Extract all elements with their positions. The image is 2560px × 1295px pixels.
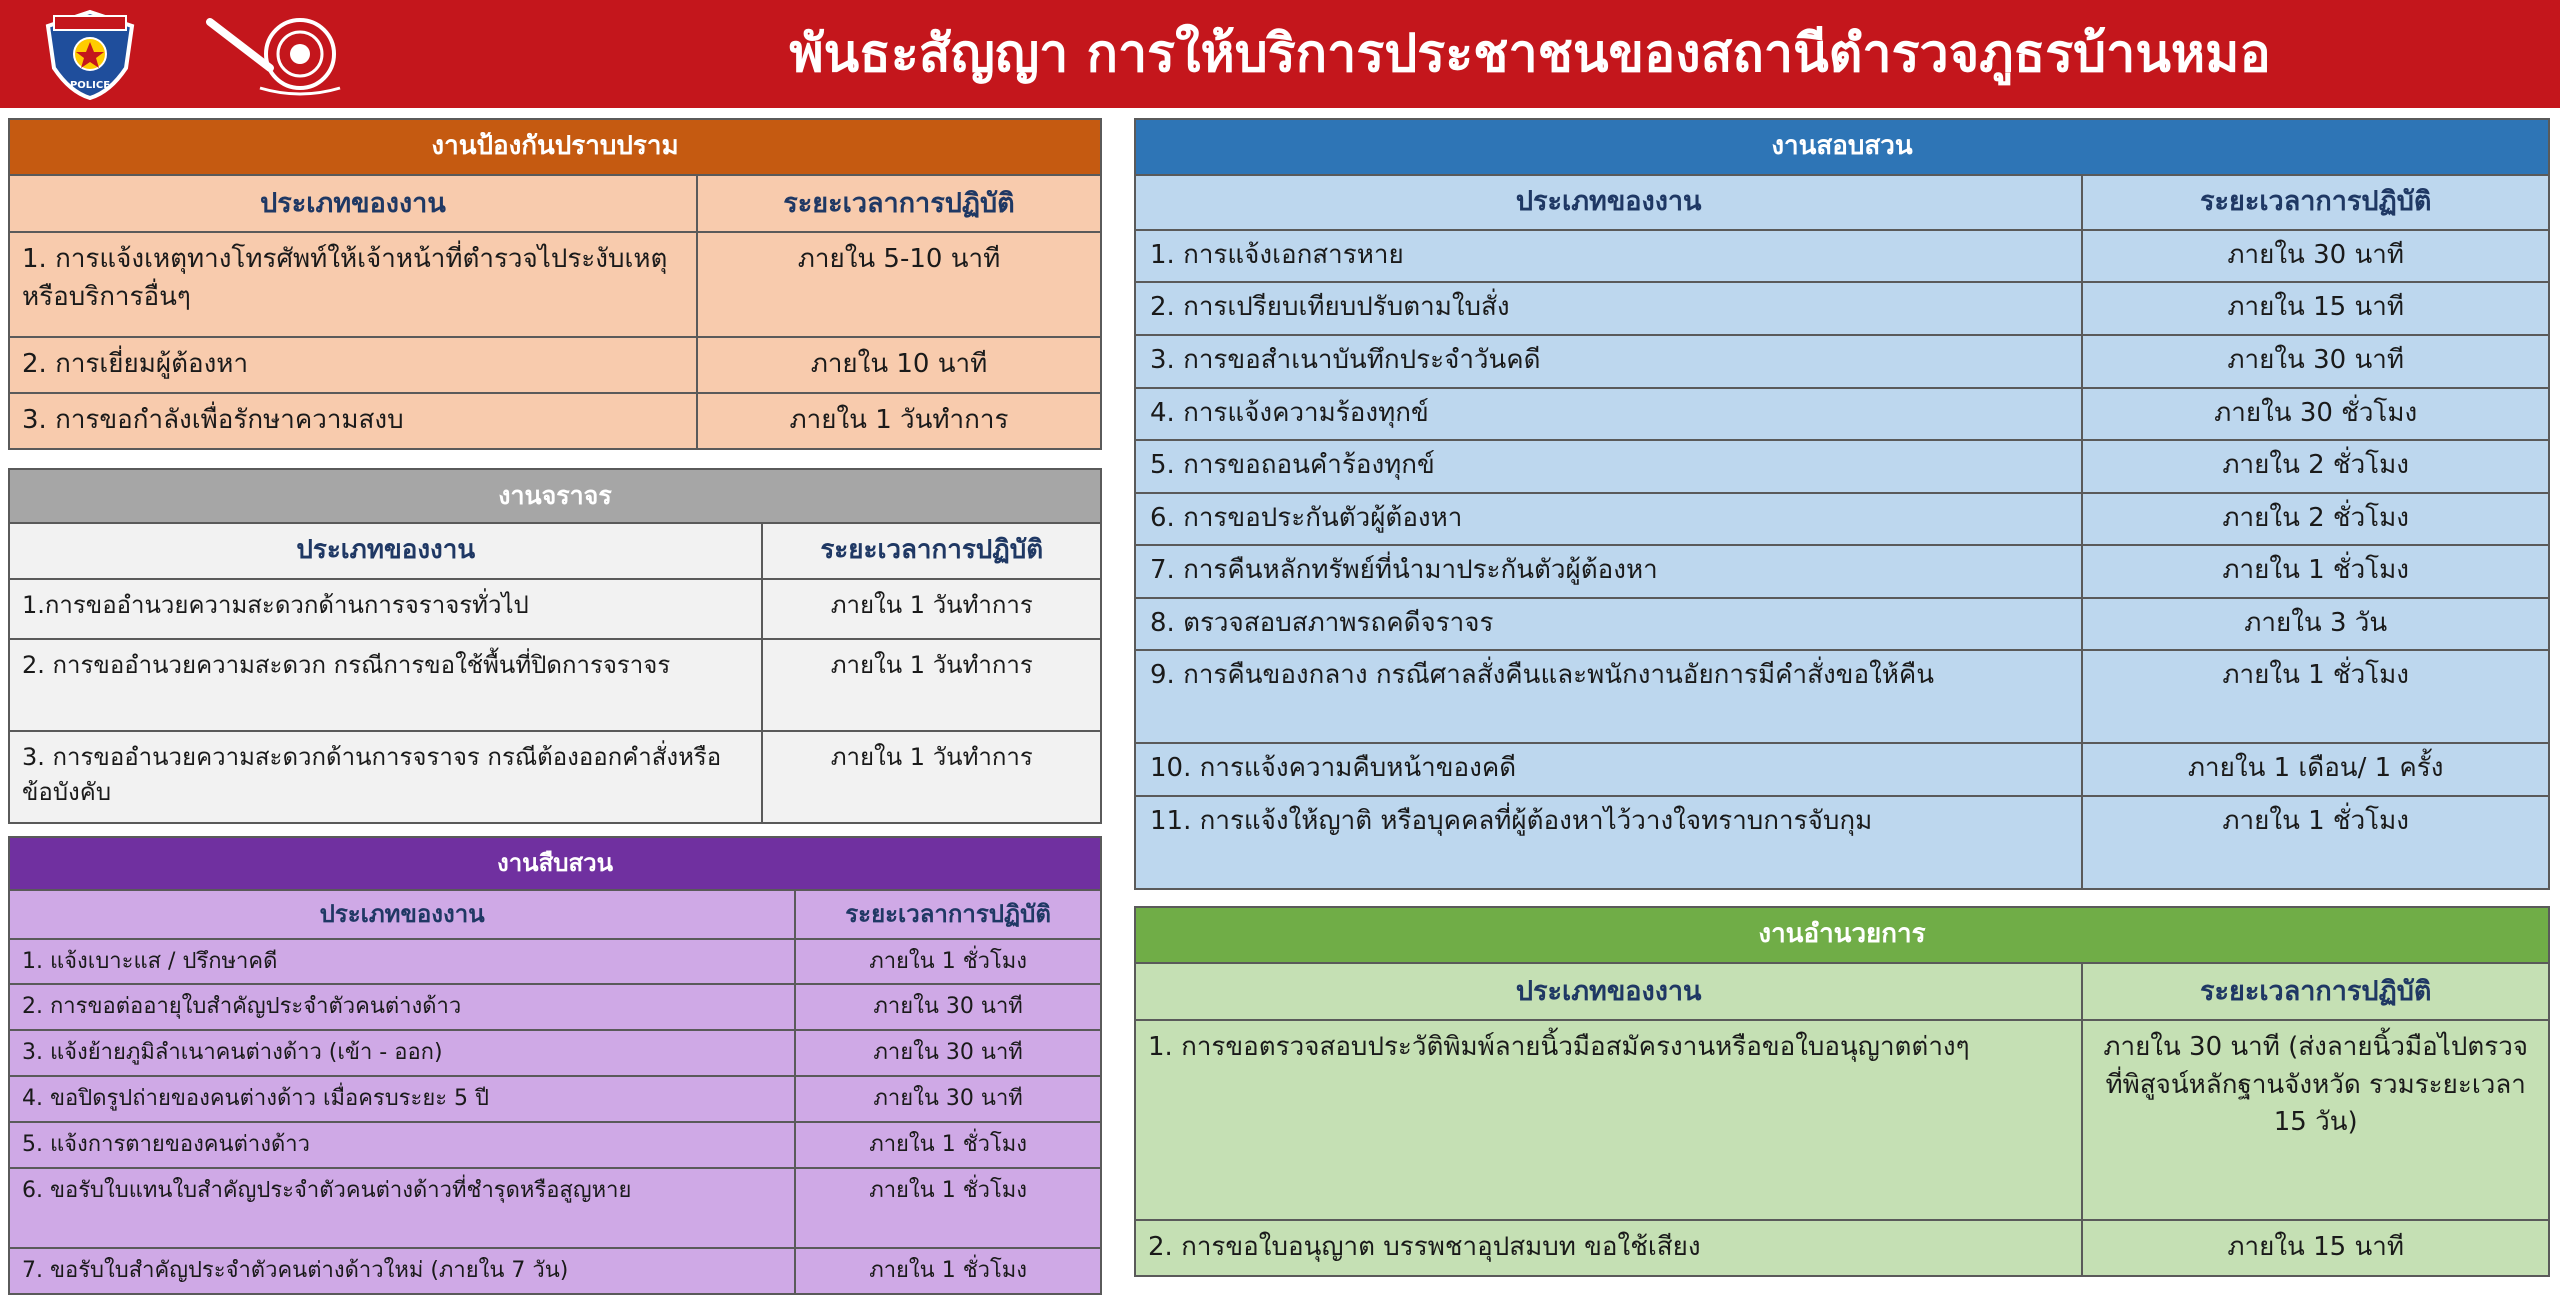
logo-text: POLICE (69, 80, 111, 91)
page-title: พันธะสัญญา การให้บริการประชาชนของสถานีตำรวจภูธรบ้านหมอ (789, 24, 2271, 84)
police-badge-icon (40, 8, 140, 100)
task-cell: 7. การคืนหลักทรัพย์ที่นำมาประกันตัวผู้ต้องหา (1135, 545, 2082, 598)
time-cell: ภายใน 10 นาที (697, 337, 1101, 393)
time-cell: ภายใน 1 วันทำการ (762, 639, 1101, 731)
time-cell: ภายใน 2 ชั่วโมง (2082, 493, 2549, 546)
column-header-time: ระยะเวลาการปฏิบัติ (762, 523, 1101, 579)
task-cell: 1. การขอตรวจสอบประวัติพิมพ์ลายนิ้วมือสมัครงานหรือขอใบอนุญาตต่างๆ (1135, 1020, 2082, 1220)
table-row (9, 232, 1101, 336)
section-administration (1134, 906, 2550, 1272)
section-title: งานสอบสวน (1135, 119, 2549, 175)
time-cell: ภายใน 1 วันทำการ (762, 731, 1101, 823)
column-header-type: ประเภทของงาน (1135, 963, 2082, 1020)
table-row (9, 1168, 1101, 1248)
section-title: งานอำนวยการ (1135, 907, 2549, 963)
column-header-time: ระยะเวลาการปฏิบัติ (2082, 175, 2549, 230)
section-title: งานจราจร (9, 469, 1101, 523)
time-cell: ภายใน 1 ชั่วโมง (795, 1248, 1101, 1294)
time-cell: ภายใน 1 ชั่วโมง (795, 939, 1101, 985)
task-cell: 3. การขอกำลังเพื่อรักษาความสงบ (9, 393, 697, 449)
table-row (1135, 1020, 2549, 1220)
table-row (9, 984, 1101, 1030)
column-header-time: ระยะเวลาการปฏิบัติ (2082, 963, 2549, 1020)
time-cell: ภายใน 1 ชั่วโมง (2082, 796, 2549, 889)
table-row (1135, 440, 2549, 493)
task-cell: 6. การขอประกันตัวผู้ต้องหา (1135, 493, 2082, 546)
table-row (1135, 335, 2549, 388)
time-cell: ภายใน 15 นาที (2082, 1220, 2549, 1276)
time-cell: ภายใน 30 นาที (2082, 335, 2549, 388)
time-cell: ภายใน 1 วันทำการ (762, 579, 1101, 639)
task-cell: 2. การขอต่ออายุใบสำคัญประจำตัวคนต่างด้าว (9, 984, 795, 1030)
table-row (1135, 650, 2549, 743)
table-row (1135, 230, 2549, 283)
table-row (1135, 598, 2549, 651)
task-cell: 5. การขอถอนคำร้องทุกข์ (1135, 440, 2082, 493)
investigation-table (8, 836, 1102, 1295)
time-cell: ภายใน 5-10 นาที (697, 232, 1101, 336)
task-cell: 1.การขออำนวยความสะดวกด้านการจราจรทั่วไป (9, 579, 762, 639)
time-cell: ภายใน 30 ชั่วโมง (2082, 388, 2549, 441)
time-cell: ภายใน 30 นาที (795, 1030, 1101, 1076)
section-investigation (8, 836, 1102, 1284)
time-cell: ภายใน 1 วันทำการ (697, 393, 1101, 449)
task-cell: 1. แจ้งเบาะแส / ปรึกษาคดี (9, 939, 795, 985)
table-row (1135, 388, 2549, 441)
time-cell: ภายใน 1 ชั่วโมง (2082, 545, 2549, 598)
task-cell: 4. การแจ้งความร้องทุกข์ (1135, 388, 2082, 441)
table-row (1135, 493, 2549, 546)
task-cell: 8. ตรวจสอบสภาพรถคดีจราจร (1135, 598, 2082, 651)
administration-table (1134, 906, 2550, 1277)
time-cell: ภายใน 30 นาที (2082, 230, 2549, 283)
task-cell: 2. การเปรียบเทียบปรับตามใบสั่ง (1135, 282, 2082, 335)
task-cell: 10. การแจ้งความคืบหน้าของคดี (1135, 743, 2082, 796)
table-row (9, 1248, 1101, 1294)
column-header-type: ประเภทของงาน (9, 890, 795, 939)
section-title: งานสืบสวน (9, 837, 1101, 890)
task-cell: 5. แจ้งการตายของคนต่างด้าว (9, 1122, 795, 1168)
task-cell: 2. การขออำนวยความสะดวก กรณีการขอใช้พื้นที่ปิดการจราจร (9, 639, 762, 731)
time-cell: ภายใน 2 ชั่วโมง (2082, 440, 2549, 493)
table-row (1135, 796, 2549, 889)
task-cell: 9. การคืนของกลาง กรณีศาลสั่งคืนและพนักงานอัยการมีคำสั่งขอให้คืน (1135, 650, 2082, 743)
task-cell: 3. แจ้งย้ายภูมิลำเนาคนต่างด้าว (เข้า - ออก) (9, 1030, 795, 1076)
table-row (9, 1122, 1101, 1168)
table-row (9, 1030, 1101, 1076)
table-row (9, 939, 1101, 985)
time-cell: ภายใน 1 ชั่วโมง (795, 1168, 1101, 1248)
column-header-time: ระยะเวลาการปฏิบัติ (795, 890, 1101, 939)
section-inquiry (1134, 118, 2550, 890)
table-row (9, 731, 1101, 823)
table-row (1135, 743, 2549, 796)
task-cell: 2. การเยี่ยมผู้ต้องหา (9, 337, 697, 393)
column-header-type: ประเภทของงาน (9, 523, 762, 579)
table-row (1135, 282, 2549, 335)
table-row (9, 639, 1101, 731)
table-row (1135, 1220, 2549, 1276)
section-traffic (8, 468, 1102, 816)
prevention-table (8, 118, 1102, 450)
traffic-table (8, 468, 1102, 824)
table-row (9, 579, 1101, 639)
time-cell: ภายใน 15 นาที (2082, 282, 2549, 335)
task-cell: 3. การขอสำเนาบันทึกประจำวันคดี (1135, 335, 2082, 388)
police-emblem-icon (200, 8, 370, 100)
task-cell: 4. ขอปิดรูปถ่ายของคนต่างด้าว เมื่อครบระยะ 5 ปี (9, 1076, 795, 1122)
task-cell: 3. การขออำนวยความสะดวกด้านการจราจร กรณีต้องออกคำสั่งหรือข้อบังคับ (9, 731, 762, 823)
time-cell: ภายใน 3 วัน (2082, 598, 2549, 651)
task-cell: 7. ขอรับใบสำคัญประจำตัวคนต่างด้าวใหม่ (ภายใน 7 วัน) (9, 1248, 795, 1294)
column-header-time: ระยะเวลาการปฏิบัติ (697, 175, 1101, 232)
column-header-type: ประเภทของงาน (9, 175, 697, 232)
table-row (9, 393, 1101, 449)
time-cell: ภายใน 30 นาที (ส่งลายนิ้วมือไปตรวจที่พิสูจน์หลักฐานจังหวัด รวมระยะเวลา 15 วัน) (2082, 1020, 2549, 1220)
table-row (9, 337, 1101, 393)
task-cell: 6. ขอรับใบแทนใบสำคัญประจำตัวคนต่างด้าวที่ชำรุดหรือสูญหาย (9, 1168, 795, 1248)
section-title: งานป้องกันปราบปราม (9, 119, 1101, 175)
section-prevention (8, 118, 1102, 450)
task-cell: 1. การแจ้งเหตุทางโทรศัพท์ให้เจ้าหน้าที่ตำรวจไประงับเหตุ หรือบริการอื่นๆ (9, 232, 697, 336)
table-row (1135, 545, 2549, 598)
page-header (0, 0, 2560, 108)
table-row (9, 1076, 1101, 1122)
task-cell: 1. การแจ้งเอกสารหาย (1135, 230, 2082, 283)
time-cell: ภายใน 30 นาที (795, 1076, 1101, 1122)
time-cell: ภายใน 1 ชั่วโมง (795, 1122, 1101, 1168)
task-cell: 11. การแจ้งให้ญาติ หรือบุคคลที่ผู้ต้องหาไว้วางใจทราบการจับกุม (1135, 796, 2082, 889)
time-cell: ภายใน 30 นาที (795, 984, 1101, 1030)
inquiry-table (1134, 118, 2550, 890)
column-header-type: ประเภทของงาน (1135, 175, 2082, 230)
time-cell: ภายใน 1 ชั่วโมง (2082, 650, 2549, 743)
time-cell: ภายใน 1 เดือน/ 1 ครั้ง (2082, 743, 2549, 796)
task-cell: 2. การขอใบอนุญาต บรรพชาอุปสมบท ขอใช้เสียง (1135, 1220, 2082, 1276)
